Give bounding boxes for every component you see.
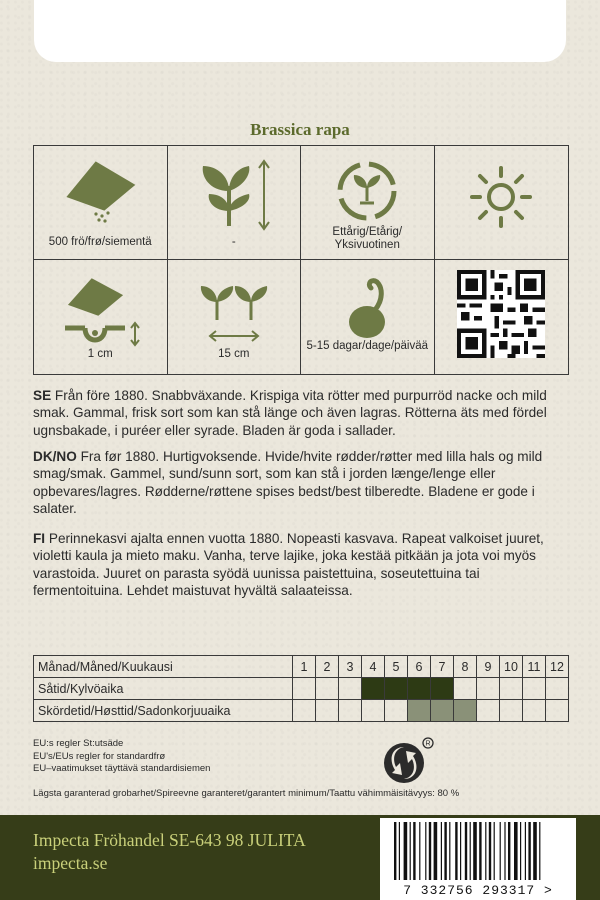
species-name: Brassica rapa [250, 120, 350, 139]
sowing-month-4 [362, 678, 385, 700]
harvest-month-10 [500, 700, 523, 722]
sowing-month-3 [339, 678, 362, 700]
plant-height-icon [189, 156, 279, 236]
harvest-month-9 [477, 700, 500, 722]
cell-seed-count [34, 146, 168, 260]
seed-packet-icon [60, 156, 140, 226]
barcode [380, 818, 576, 900]
eu-line-3: EU–vaatimukset täyttävä standardisiemen [33, 763, 211, 774]
lang-code-dk: DK/NO [33, 449, 77, 464]
cell-depth [34, 260, 168, 374]
month-3: 3 [339, 656, 362, 678]
svg-text:R: R [425, 740, 431, 748]
cell-germination [301, 260, 435, 374]
month-10: 10 [500, 656, 523, 678]
seed-count-label: 500 frö/frø/siementä [48, 236, 152, 248]
sowing-month-11 [523, 678, 546, 700]
calendar-sowing-row [34, 678, 569, 700]
germination-guarantee: Lägsta garanterad grobarhet/Spireevne garanteret/garantert minimum/Taattu vähimmäisitävyys: 80 % [33, 788, 460, 799]
packet-window [34, 0, 566, 62]
spacing-label: 15 cm [218, 348, 250, 360]
description-se-body: Från före 1880. Snabbväxande. Krispiga vita rötter med purpurröd nacke och mild smak. Gammal, frisk sort som kan stå länge och även lagras. Rötterna äts med fördel ugnsbakade, i puréer eller syrade. Bladen är goda i sallader. [33, 388, 547, 438]
eu-standard-notes [33, 738, 210, 776]
sowing-month-8 [454, 678, 477, 700]
calendar-harvest-row [34, 700, 569, 722]
sowing-month-1 [293, 678, 316, 700]
month-8: 8 [454, 656, 477, 678]
harvest-month-1 [293, 700, 316, 722]
cell-height [168, 146, 302, 260]
description-fi-body: Perinnekasvi ajalta ennen vuotta 1880. Nopeasti kasvava. Rapeat valkoiset juuret, violetti kaula ja mieto maku. Vanha, terve lajike, joka kestää pitkään ja jota voi myös varastoida. Juuret on parasta syödä uunissa paistettuina, soseutettuina tai fermentoituina. Lehdet maistuvat hyvältä salaateissa. [33, 531, 544, 598]
germination-label: 5-15 dagar/dage/päivää [306, 340, 428, 352]
barcode-bars-icon [380, 822, 576, 884]
sowing-calendar [33, 655, 569, 722]
harvest-month-6 [408, 700, 431, 722]
annual-cycle-icon [327, 156, 407, 226]
month-6: 6 [408, 656, 431, 678]
harvest-month-8 [454, 700, 477, 722]
month-4: 4 [362, 656, 385, 678]
sowing-month-6 [408, 678, 431, 700]
month-11: 11 [523, 656, 546, 678]
harvest-month-11 [523, 700, 546, 722]
month-9: 9 [477, 656, 500, 678]
company-address: Impecta Fröhandel SE-643 98 JULITA [33, 830, 306, 850]
harvest-month-4 [362, 700, 385, 722]
description-dk-body: Fra før 1880. Hurtigvoksende. Hvide/hvite rødder/røtter med lilla hals og mild smag/smak. Gammel, sund/sunn sort, som kan stå i jorden længe/lenge eller opbevares/lagres. Rødderne/røttene spises bedst/best tilberedte. Bladene er gode i salater. [33, 449, 543, 516]
sowing-month-12 [546, 678, 569, 700]
harvest-month-2 [316, 700, 339, 722]
eu-line-1: EU:s regler St:utsäde [33, 738, 124, 749]
cell-sun [435, 146, 569, 260]
harvest-month-3 [339, 700, 362, 722]
harvest-month-7 [431, 700, 454, 722]
description-fi [33, 530, 573, 599]
eu-line-2: EU's/EUs regler for standardfrø [33, 750, 166, 762]
sowing-month-2 [316, 678, 339, 700]
cell-life-cycle [301, 146, 435, 260]
harvest-month-5 [385, 700, 408, 722]
cell-qr [435, 260, 569, 374]
harvest-month-12 [546, 700, 569, 722]
month-2: 2 [316, 656, 339, 678]
sowing-month-7 [431, 678, 454, 700]
month-12: 12 [546, 656, 569, 678]
height-label: - [231, 236, 236, 248]
barcode-number: 7 332756 293317 > [403, 883, 553, 898]
depth-label: 1 cm [87, 348, 113, 360]
icon-grid [33, 145, 569, 375]
qr-code-icon [457, 270, 545, 358]
description-dk [33, 448, 573, 517]
month-header: Månad/Måned/Kuukausi [34, 656, 293, 678]
lang-code-se: SE [33, 388, 52, 403]
description-se [33, 387, 573, 439]
company-website: impecta.se [33, 853, 108, 873]
life-cycle-label: Ettårig/Etårig/ Yksivuotinen [332, 226, 403, 251]
green-dot-recycle-icon [380, 737, 436, 785]
month-1: 1 [293, 656, 316, 678]
sun-icon [461, 162, 541, 232]
sowing-month-10 [500, 678, 523, 700]
lang-code-fi: FI [33, 531, 46, 546]
month-7: 7 [431, 656, 454, 678]
plant-spacing-icon [189, 270, 279, 350]
sowing-label: Såtid/Kylvöaika [34, 678, 293, 700]
sowing-month-9 [477, 678, 500, 700]
harvest-label: Skördetid/Høsttid/Sadonkorjuuaika [34, 700, 293, 722]
sowing-depth-icon [55, 270, 145, 350]
sowing-month-5 [385, 678, 408, 700]
calendar-month-row [34, 656, 569, 678]
cell-spacing [168, 260, 302, 374]
germination-sprout-icon [327, 270, 407, 342]
month-5: 5 [385, 656, 408, 678]
